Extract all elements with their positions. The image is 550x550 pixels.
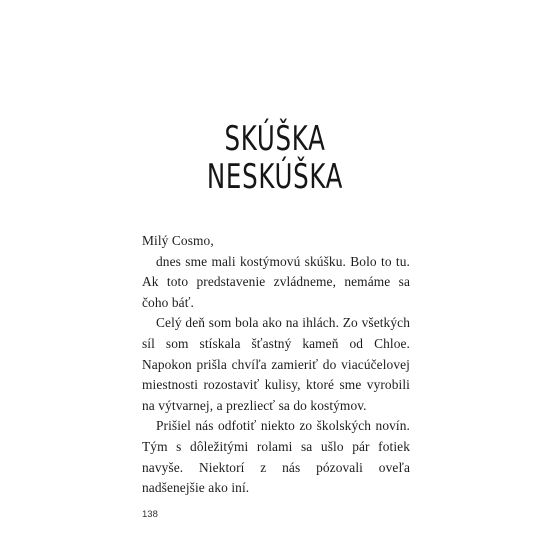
letter-paragraph-3: Prišiel nás odfotiť niekto zo školských novín. Tým s dôležitými rolami sa ušlo pár fotiek navyše. Niektorí z nás pózovali oveľa nadšenejšie ako iní. xyxy=(142,418,410,496)
letter-body xyxy=(142,231,410,499)
chapter-title xyxy=(77,120,473,196)
page-number: 138 xyxy=(142,509,158,520)
letter-paragraph-1: dnes sme mali kostýmovú skúšku. Bolo to tu. Ak toto predstavenie zvládneme, nemáme sa čoho báť. xyxy=(142,253,410,310)
letter-paragraph-2: Celý deň som bola ako na ihlách. Zo všetkých síl som stískala šťastný kameň od Chloe. Napokon prišla chvíľa zamieriť do viacúčelovej miestnosti rozostaviť kulisy, ktoré sme vyrobili na výtvarnej, a prezliecť sa do kostýmov. xyxy=(142,315,410,413)
chapter-title-line-2: NESKÚŠKA xyxy=(206,157,344,197)
chapter-title-line-1: SKÚŠKA xyxy=(224,119,326,159)
letter-salutation: Milý Cosmo, xyxy=(142,233,214,248)
